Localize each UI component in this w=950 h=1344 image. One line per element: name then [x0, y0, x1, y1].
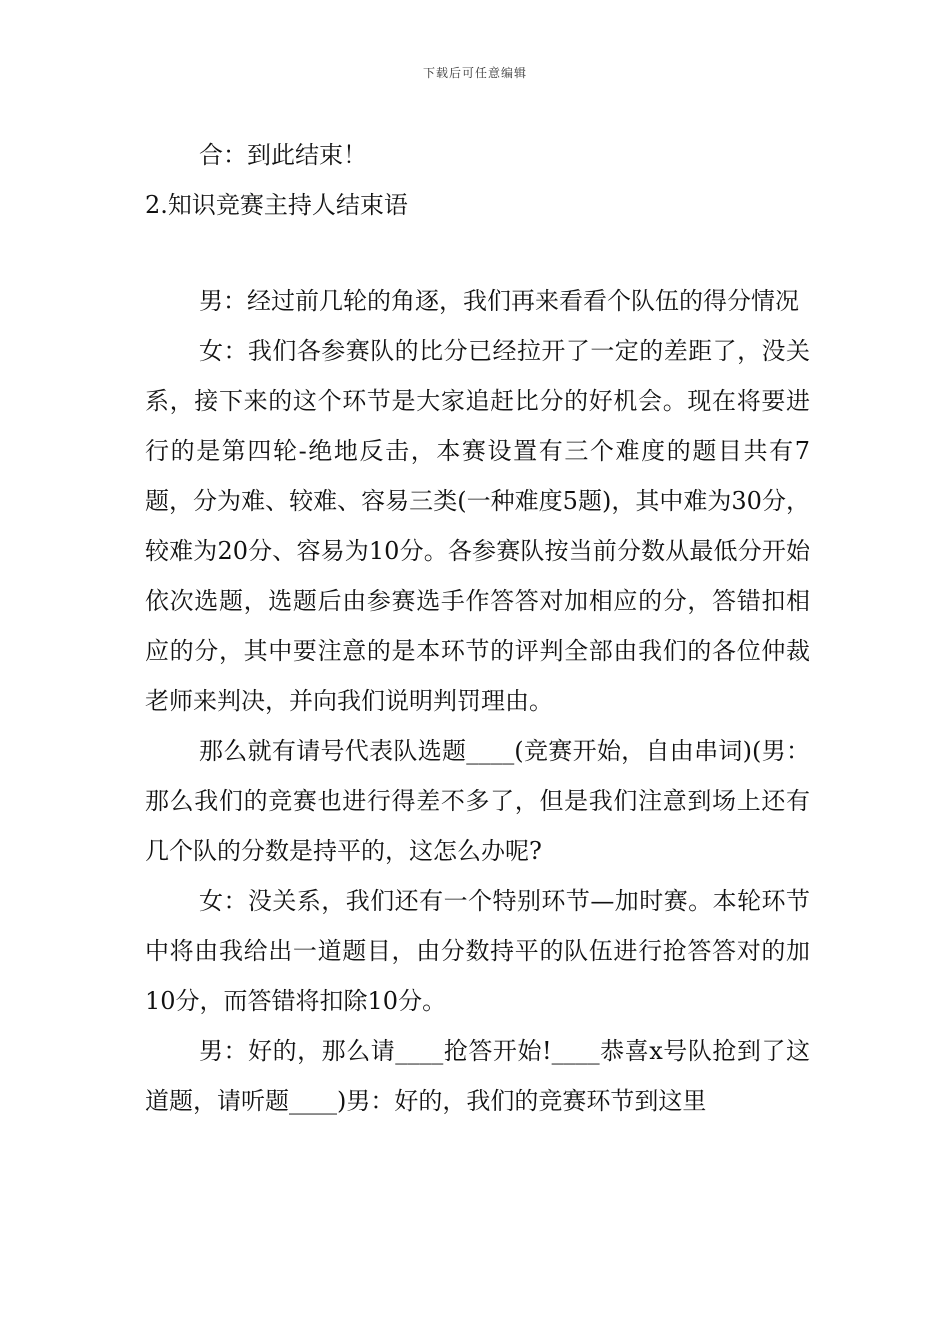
paragraph-female-rules: 女：我们各参赛队的比分已经拉开了一定的差距了，没关系，接下来的这个环节是大家追赶比分的好机会。现在将要进行的是第四轮-绝地反击，本赛设置有三个难度的题目共有7题，分为难、较难、容易三类(一种难度5题)，其中难为30分，较难为20分、容易为10分。各参赛队按当前分数从最低分开始依次选题，选题后由参赛选手作答答对加相应的分，答错扣相应的分，其中要注意的是本环节的评判全部由我们的各位仲裁老师来判决，并向我们说明判罚理由。 [145, 337, 810, 715]
section-heading: 2.知识竞赛主持人结束语 [145, 191, 408, 219]
paragraph-female-overtime: 女：没关系，我们还有一个特别环节—加时赛。本轮环节中将由我给出一道题目，由分数持平的队伍进行抢答答对的加10分，而答错将扣除10分。 [145, 887, 810, 1015]
document-body [145, 130, 810, 1126]
paragraph-male-intro: 男：经过前几轮的角逐，我们再来看看个队伍的得分情况 [199, 287, 799, 315]
blank-spacer [145, 230, 810, 276]
paragraph-team-selection: 那么就有请号代表队选题____(竞赛开始，自由串词)(男：那么我们的竞赛也进行得差不多了，但是我们注意到场上还有几个队的分数是持平的，这怎么办呢? [145, 737, 810, 865]
paragraph-male-buzzer: 男：好的，那么请____抢答开始!____恭喜x号队抢到了这道题，请听题____)男：好的，我们的竞赛环节到这里 [145, 1037, 810, 1115]
closing-line: 合：到此结束！ [199, 141, 367, 169]
page-header: 下载后可任意编辑 [422, 66, 527, 80]
